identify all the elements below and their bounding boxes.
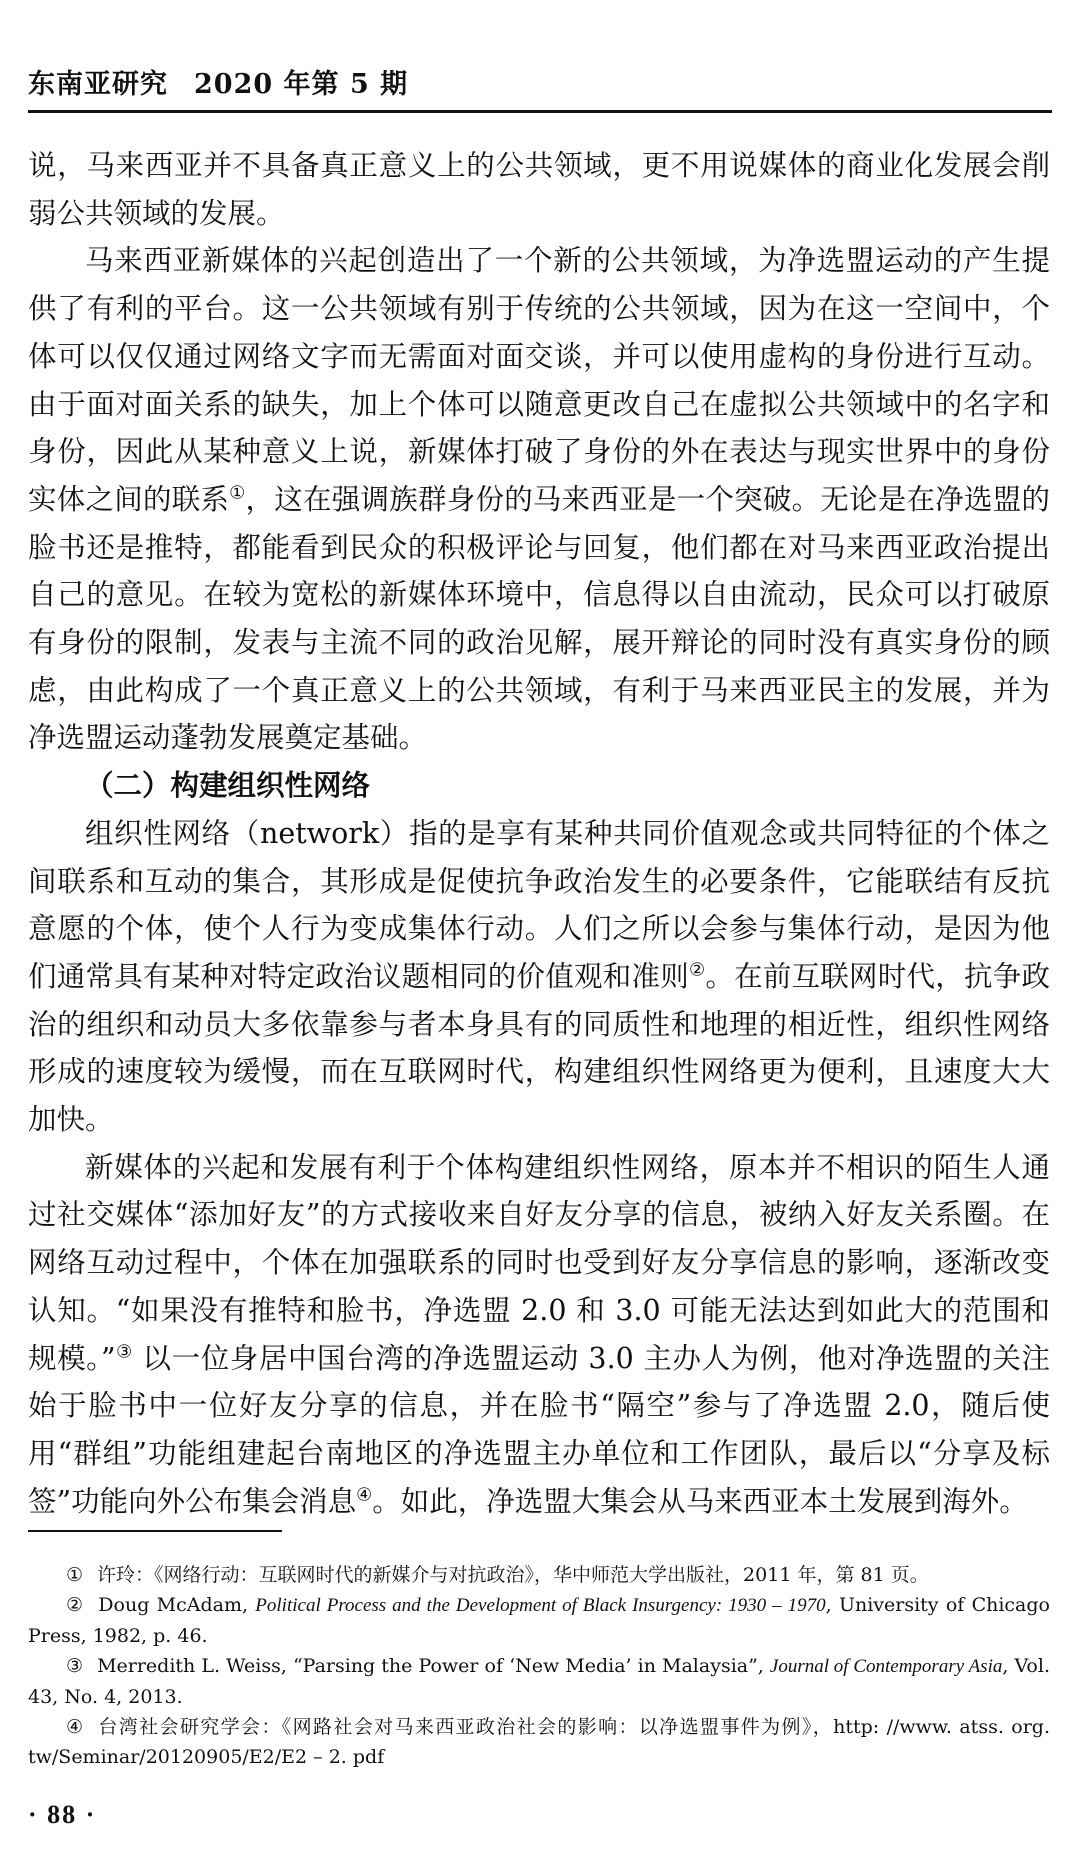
footnote-1 <box>28 1560 1050 1590</box>
footnote-ref-1: ① <box>229 482 246 504</box>
footnote-divider <box>28 1530 282 1532</box>
paragraph-2-text-b: ，这在强调族群身份的马来西亚是一个突破。无论是在净选盟的脸书还是推特，都能看到民众的积极评论与回复，他们都在对马来西亚政治提出自己的意见。在较为宽松的新媒体环境中，信息得以自由流动，民众可以打破原有身份的限制，发表与主流不同的政治见解，展开辩论的同时没有真实身份的顾虑，由此构成了一个真正意义上的公共领域，有利于马来西亚民主的发展，并为净选盟运动蓬勃发展奠定基础。 <box>28 482 1050 755</box>
footnote-text: 许玲：《网络行动：互联网时代的新媒介与对抗政治》，华中师范大学出版社，2011 年，第 81 页。 <box>97 1564 929 1586</box>
footnote-publisher: , University of Chicago Press, 1982, p. 46. <box>28 1594 1050 1647</box>
paragraph-4-text-c: 。如此，净选盟大集会从马来西亚本土发展到海外。 <box>372 1484 1028 1518</box>
footnote-volume: , Vol. 43, No. 4, 2013. <box>28 1655 1050 1708</box>
paragraph-3-text-b: 。在前互联网时代，抗争政治的组织和动员大多依靠参与者本身具有的同质性和地理的相近性，组织性网络形成的速度较为缓慢，而在互联网时代，构建组织性网络更为便利，且速度大大加快。 <box>28 959 1050 1137</box>
footnote-mark: ④ <box>66 1716 85 1738</box>
footnote-book-title: Political Process and the Development of Black Insurgency: 1930 – 1970 <box>255 1595 826 1616</box>
paragraph-2-text-a: 马来西亚新媒体的兴起创造出了一个新的公共领域，为净选盟运动的产生提供了有利的平台。这一公共领域有别于传统的公共领域，因为在这一空间中，个体可以仅仅通过网络文字而无需面对面交谈，并可以使用虚构的身份进行互动。由于面对面关系的缺失，加上个体可以随意更改自己在虚拟公共领域中的名字和身份，因此从某种意义上说，新媒体打破了身份的外在表达与现实世界中的身份实体之间的联系 <box>28 244 1050 516</box>
paragraph-1: 说，马来西亚并不具备真正意义上的公共领域，更不用说媒体的商业化发展会削弱公共领域的发展。 <box>28 149 1050 230</box>
footnote-text: 台湾社会研究学会：《网路社会对马来西亚政治社会的影响：以净选盟事件为例》，http: //www. atss. org. tw/Seminar/20120905/E2/E2 – 2. pdf <box>28 1716 1050 1768</box>
footnote-3 <box>28 1651 1050 1712</box>
footnote-mark: ③ <box>66 1655 84 1677</box>
footnote-author: Merredith L. Weiss, “Parsing the Power of ‘New Media’ in Malaysia”, <box>97 1655 770 1677</box>
footnote-mark: ① <box>66 1564 84 1586</box>
page-number: · 88 · <box>28 1800 97 1829</box>
footnote-ref-3: ③ <box>115 1341 133 1363</box>
footnote-journal-title: Journal of Contemporary Asia <box>769 1656 1003 1677</box>
paragraph-3-text-a: 组织性网络（network）指的是享有某种共同价值观念或共同特征的个体之间联系和互动的集合，其形成是促使抗争政治发生的必要条件，它能联结有反抗意愿的个体，使个人行为变成集体行动。人们之所以会参与集体行动，是因为他们通常具有某种对特定政治议题相同的价值观和准则 <box>28 816 1050 993</box>
footnote-author: Doug McAdam, <box>98 1594 256 1616</box>
running-head <box>28 62 1052 113</box>
paragraph-4 <box>28 1144 1050 1526</box>
footnote-ref-4: ④ <box>356 1484 373 1506</box>
footnote-mark: ② <box>66 1594 85 1616</box>
footnote-ref-2: ② <box>688 959 706 981</box>
paragraph-4-text-b: 以一位身居中国台湾的净选盟运动 3.0 主办人为例，他对净选盟的关注始于脸书中一位好友分享的信息，并在脸书“隔空”参与了净选盟 2.0，随后使用“群组”功能组建起台南地区的净选盟主办单位和工作团队，最后以“分享及标签”功能向外公布集会消息 <box>28 1341 1050 1518</box>
article-body <box>28 142 1050 1525</box>
footnotes <box>28 1560 1050 1772</box>
issue-label: 2020 年第 5 期 <box>194 69 409 100</box>
footnote-2 <box>28 1590 1050 1651</box>
journal-title: 东南亚研究 <box>28 69 168 100</box>
paragraph-3 <box>28 810 1050 1144</box>
section-heading: （二）构建组织性网络 <box>85 768 371 803</box>
footnote-4 <box>28 1712 1050 1772</box>
paragraph-4-text-a: 新媒体的兴起和发展有利于个体构建组织性网络，原本并不相识的陌生人通过社交媒体“添加好友”的方式接收来自好友分享的信息，被纳入好友关系圈。在网络互动过程中，个体在加强联系的同时也受到好友分享信息的影响，逐渐改变认知。“如果没有推特和脸书，净选盟 2.0 和 3.0 可能无法达到如此大的范围和规模。” <box>28 1150 1050 1375</box>
paragraph-2 <box>28 237 1050 762</box>
